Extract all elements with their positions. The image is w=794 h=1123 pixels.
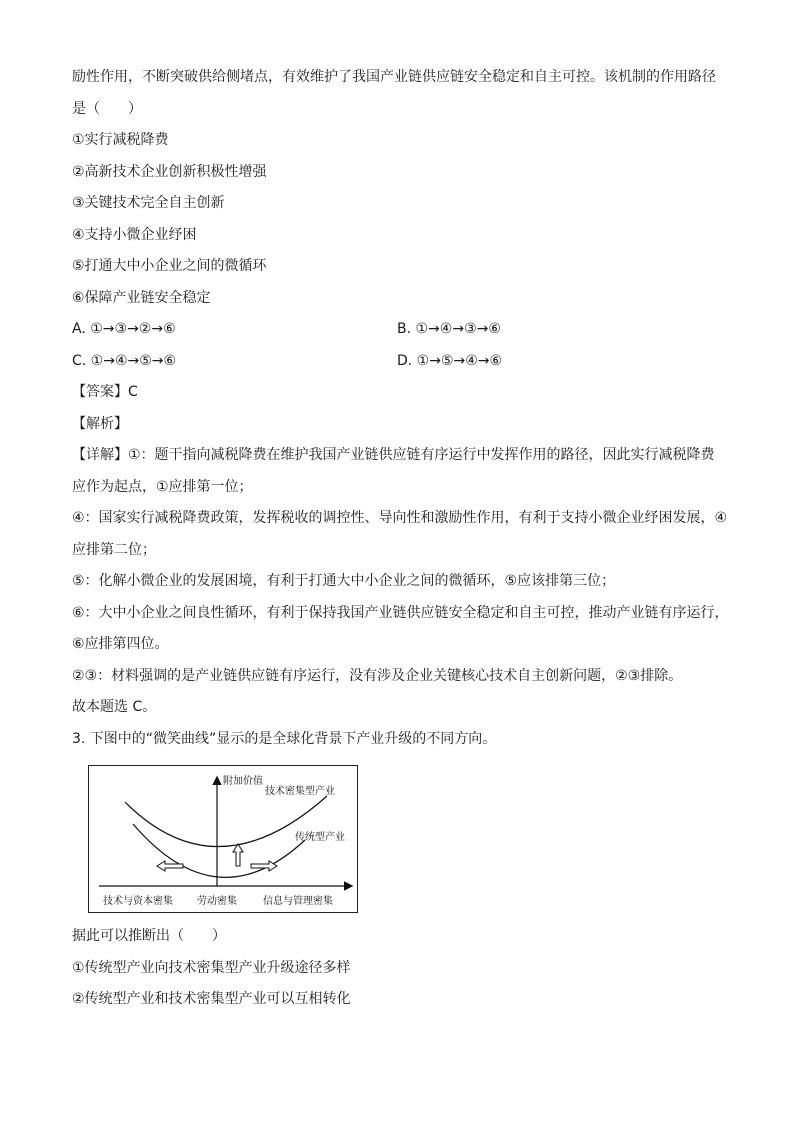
analysis-line: ⑥应排第四位。 xyxy=(72,636,169,652)
statement-1: ①实行减税降费 xyxy=(72,132,169,148)
x-left-label: 技术与资本密集 xyxy=(103,896,173,907)
option-b: B. ①→④→③→⑥ xyxy=(397,321,501,337)
question-text-line: 是（ ） xyxy=(72,100,142,117)
x-mid-label: 劳动密集 xyxy=(197,896,237,907)
answer-line: 【答案】C xyxy=(72,384,138,400)
curve-traditional xyxy=(133,824,305,877)
up-arrow-icon xyxy=(233,844,243,866)
curve-bottom-label: 传统型产业 xyxy=(295,832,345,843)
options-row-2 xyxy=(72,346,732,378)
question-3-prompt: 据此可以推断出（ ） xyxy=(72,928,226,944)
analysis-line: 【详解】①：题干指向减税降费在维护我国产业链供应链有序运行中发挥作用的路径，因此实行减税降费 xyxy=(72,447,715,463)
option-a: A. ①→③→②→⑥ xyxy=(72,321,176,337)
analysis-line: ⑤：化解小微企业的发展困境，有利于打通大中小企业之间的微循环，⑤应该排第三位； xyxy=(72,573,616,589)
analysis-line: 应作为起点，①应排第一位； xyxy=(72,478,253,495)
option-c: C. ①→④→⑤→⑥ xyxy=(72,352,177,369)
analysis-title: 【解析】 xyxy=(72,415,128,432)
statement-3: ③关键技术完全自主创新 xyxy=(72,195,225,211)
question-3-statement-2: ②传统型产业和技术密集型产业可以互相转化 xyxy=(72,991,351,1007)
analysis-line: 故本题选 C。 xyxy=(72,699,157,715)
question-3-stem: 3. 下图中的“微笑曲线”显示的是全球化背景下产业升级的不同方向。 xyxy=(72,730,497,747)
x-right-label: 信息与管理密集 xyxy=(263,896,333,907)
option-d: D. ①→⑤→④→⑥ xyxy=(397,352,503,369)
left-arrow-icon xyxy=(157,861,183,871)
y-axis-label: 附加价值 xyxy=(223,776,263,787)
smile-curve-figure xyxy=(88,765,358,913)
options-row-1 xyxy=(72,314,732,346)
statement-6: ⑥保障产业链安全稳定 xyxy=(72,289,211,306)
statement-4: ④支持小微企业纾困 xyxy=(72,226,197,243)
statement-2: ②高新技术企业创新积极性增强 xyxy=(72,163,267,180)
analysis-line: 应排第二位； xyxy=(72,541,156,558)
document-page xyxy=(72,62,732,1016)
analysis-line: ②③：材料强调的是产业链供应链有序运行，没有涉及企业关键核心技术自主创新问题，②③排除。 xyxy=(72,667,683,684)
question-3-statement-1: ①传统型产业向技术密集型产业升级途径多样 xyxy=(72,959,351,976)
curve-top-label: 技术密集型产业 xyxy=(265,786,335,797)
question-text-line: 励性作用，不断突破供给侧堵点，有效维护了我国产业链供应链安全稳定和自主可控。该机制的作用路径 xyxy=(72,69,716,85)
statement-5: ⑤打通大中小企业之间的微循环 xyxy=(72,258,267,274)
analysis-line: ④：国家实行减税降费政策，发挥税收的调控性、导向性和激励性作用，有利于支持小微企业纾困发展，④ xyxy=(72,510,728,526)
analysis-line: ⑥：大中小企业之间良性循环，有利于保持我国产业链供应链安全稳定和自主可控，推动产业链有序运行， xyxy=(72,604,729,621)
right-arrow-icon xyxy=(251,861,277,871)
